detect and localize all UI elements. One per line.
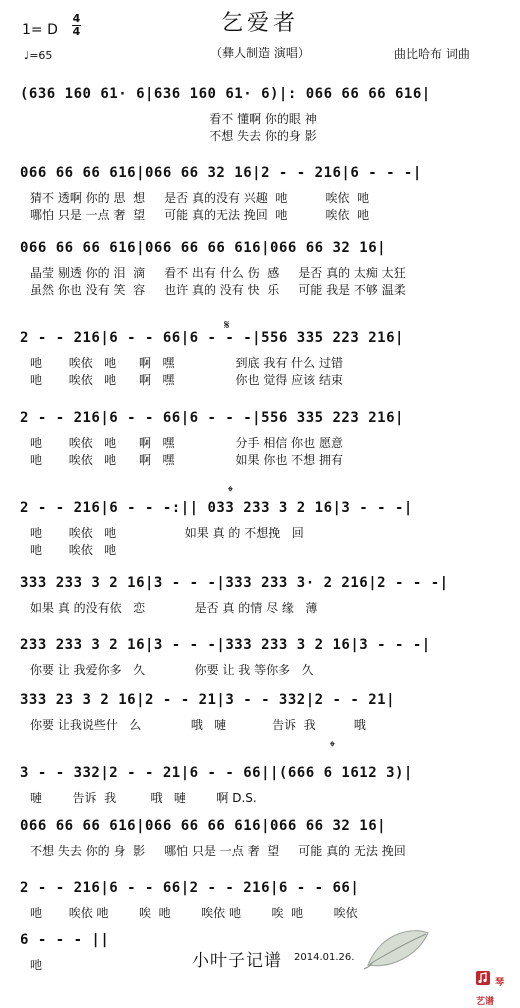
time-signature-bottom: 4 (72, 25, 81, 38)
song-title: 乞爱者 (220, 11, 299, 36)
logo-label: 琴艺谱 (476, 978, 505, 1007)
notation-row: 066 66 66 616|066 66 66 616|066 66 32 16| (20, 240, 387, 256)
notation-row: (636 160 61· 6|636 160 61· 6)|: 066 66 66 616| (20, 86, 431, 102)
lyric-line: 你要 让我说些什 么 哦 嗹 告诉 我 哦 (30, 718, 366, 732)
key-signature: 1= D (22, 22, 58, 38)
lyric-line: 猜不 透啊 你的 思 想 是否 真的没有 兴趣 吔 唉依 吔 (30, 191, 370, 205)
lyric-line: 吔 唉依 吔 啊 嘿 到底 我有 什么 过错 (30, 356, 343, 370)
coda-mark: 𝄌 (228, 484, 233, 500)
performer-subtitle: （彝人制造 演唱） (210, 46, 310, 60)
leaf-illustration (362, 925, 432, 971)
notation-row: 2 - - 216|6 - - 66|2 - - 216|6 - - 66| (20, 880, 360, 896)
site-logo (476, 970, 512, 1007)
notation-row: 2 - - 216|6 - - -:|| 033 233 3 2 16|3 - - -| (20, 500, 413, 516)
notation-row: 2 - - 216|6 - - 66|6 - - -|556 335 223 216| (20, 330, 404, 346)
lyric-line: 晶莹 剔透 你的 泪 滴 看不 出有 什么 伤 感 是否 真的 太痴 太狂 (30, 266, 406, 280)
lyric-line: 不想 失去 你的身 影 (30, 129, 317, 143)
transcription-date: 2014.01.26. (294, 952, 355, 963)
lyric-line: 看不 懂啊 你的眼 神 (30, 112, 317, 126)
music-note-icon (476, 971, 490, 985)
lyric-line: 吔 唉依 吔 啊 嘿 如果 你也 不想 拥有 (30, 453, 343, 467)
time-signature-top: 4 (72, 12, 81, 25)
notation-row: 333 233 3 2 16|3 - - -|333 233 3· 2 216|2 - - -| (20, 575, 449, 591)
coda-mark-2: 𝄌 (330, 739, 335, 755)
lyric-line: 吔 唉依 吔 唉 吔 唉依 吔 唉 吔 唉依 (30, 906, 358, 920)
lyric-line: 虽然 你也 没有 笑 容 也许 真的 没有 快 乐 可能 我是 不够 温柔 (30, 283, 406, 297)
composer-credits: 曲比哈布 词曲 (394, 47, 470, 61)
lyric-line: 嗹 告诉 我 哦 嗹 啊 D.S. (30, 791, 257, 805)
lyric-line: 吔 唉依 吔 (30, 543, 117, 557)
lyric-line: 吔 唉依 吔 如果 真 的 不想挽 回 (30, 526, 304, 540)
lyric-line: 不想 失去 你的 身 影 哪怕 只是 一点 奢 望 可能 真的 无法 挽回 (30, 844, 406, 858)
notation-row: 2 - - 216|6 - - 66|6 - - -|556 335 223 216| (20, 410, 404, 426)
lyric-line: 你要 让 我爱你多 久 你要 让 我 等你多 久 (30, 663, 314, 677)
transcriber-signature: 小叶子记谱 (192, 951, 282, 971)
notation-row: 066 66 66 616|066 66 32 16|2 - - 216|6 - - -| (20, 165, 422, 181)
lyric-line: 吔 (30, 958, 43, 972)
lyric-line: 哪怕 只是 一点 奢 望 可能 真的无法 挽回 吔 唉依 吔 (30, 208, 370, 222)
lyric-line: 吔 唉依 吔 啊 嘿 分手 相信 你也 愿意 (30, 436, 343, 450)
notation-row: 333 23 3 2 16|2 - - 21|3 - - 332|2 - - 21| (20, 692, 396, 708)
segno-mark: 𝄋 (224, 318, 230, 333)
notation-row: 233 233 3 2 16|3 - - -|333 233 3 2 16|3 - - -| (20, 637, 431, 653)
notation-row: 066 66 66 616|066 66 66 616|066 66 32 16| (20, 818, 387, 834)
notation-row: 3 - - 332|2 - - 21|6 - - 66||(666 6 1612 3)| (20, 765, 413, 781)
lyric-line: 如果 真 的没有依 恋 是否 真 的情 尽 缘 薄 (30, 601, 318, 615)
lyric-line: 吔 唉依 吔 啊 嘿 你也 觉得 应该 结束 (30, 373, 343, 387)
tempo-marking: ♩=65 (24, 49, 53, 62)
notation-row: 6 - - - || (20, 932, 110, 948)
